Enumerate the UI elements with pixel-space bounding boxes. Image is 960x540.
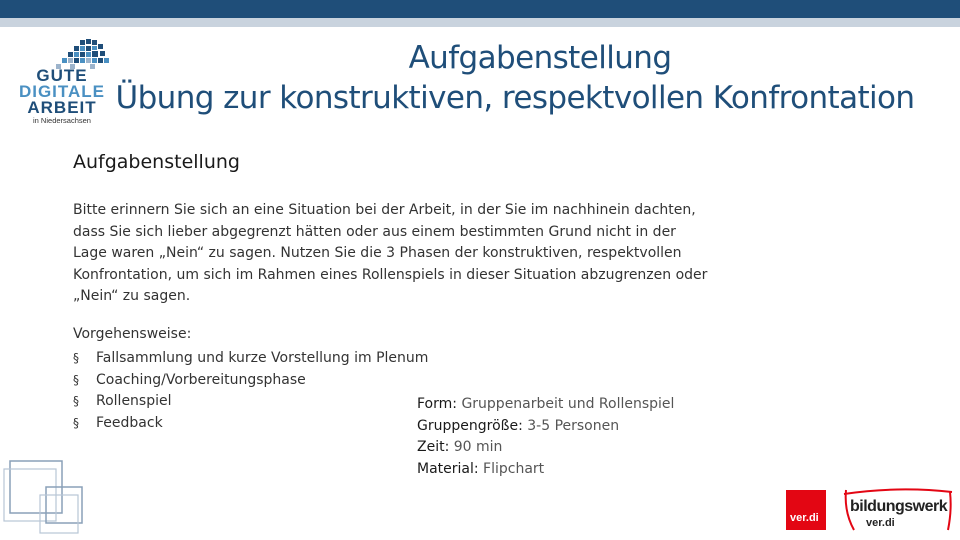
logo-line-digitale: DIGITALE: [18, 82, 106, 101]
section-heading: Aufgabenstellung: [73, 151, 240, 173]
verdi-logo-text: ver.di: [790, 512, 819, 524]
task-description: Bitte erinnern Sie sich an eine Situation bei der Arbeit, in der Sie im nachhinein dachten, dass Sie sich lieber abgegrenzt hätten oder aus einem bestimmten Grund nicht in der Lage waren „Nein“ zu sagen. Nutzen Sie die 3 Phasen der konstruktiven, respektvollen Konfrontation, um sich im Rahmen eines Rollenspiels in dieser Situation abzugrenzen oder „Nein“ zu sagen.: [73, 202, 708, 304]
bullet-icon: §: [73, 415, 79, 430]
list-item-text: Feedback: [96, 414, 163, 431]
form-value: Gruppenarbeit und Rollenspiel: [461, 396, 675, 412]
decorative-squares-icon: [0, 455, 100, 540]
info-group-size: [417, 416, 674, 438]
list-item: [73, 391, 428, 413]
top-bar-line: [0, 18, 960, 27]
group-size-label: Gruppengröße:: [417, 417, 523, 434]
procedure-list: [73, 348, 428, 434]
list-item-text: Fallsammlung und kurze Vorstellung im Plenum: [96, 350, 429, 366]
info-form: [417, 394, 674, 416]
list-item: [73, 370, 428, 392]
bildungswerk-main-text: bildungswerk: [850, 498, 948, 515]
list-item: [73, 413, 428, 435]
time-label: Zeit:: [417, 439, 450, 455]
bildungswerk-sub-text: ver.di: [866, 517, 895, 529]
list-item-text: Coaching/Vorbereitungsphase: [96, 371, 306, 388]
logo-line-gute: GUTE: [36, 66, 88, 85]
bildungswerk-logo: [840, 486, 955, 536]
group-size-value: 3-5 Personen: [527, 417, 620, 434]
logo-line-arbeit: ARBEIT: [27, 98, 97, 117]
time-value: 90 min: [453, 439, 503, 455]
gute-digitale-arbeit-logo: [12, 38, 122, 126]
list-item-text: Rollenspiel: [96, 393, 172, 409]
bullet-icon: §: [73, 351, 79, 365]
logo-subline: in Niedersachsen: [33, 116, 91, 125]
slide-subtitle: Übung zur konstruktiven, respektvollen Konfrontation: [115, 80, 915, 116]
bullet-icon: §: [73, 372, 79, 387]
procedure-title: Vorgehensweise:: [73, 326, 192, 342]
info-time: [417, 437, 674, 459]
verdi-logo: [786, 490, 826, 530]
bullet-icon: §: [73, 394, 79, 408]
top-bar: [0, 0, 960, 18]
list-item: [73, 348, 428, 370]
material-label: Material:: [417, 460, 479, 477]
form-label: Form:: [417, 396, 457, 412]
material-value: Flipchart: [483, 460, 545, 477]
info-material: [417, 459, 674, 481]
exercise-info: [417, 394, 674, 480]
slide-title: Aufgabenstellung: [408, 40, 672, 76]
